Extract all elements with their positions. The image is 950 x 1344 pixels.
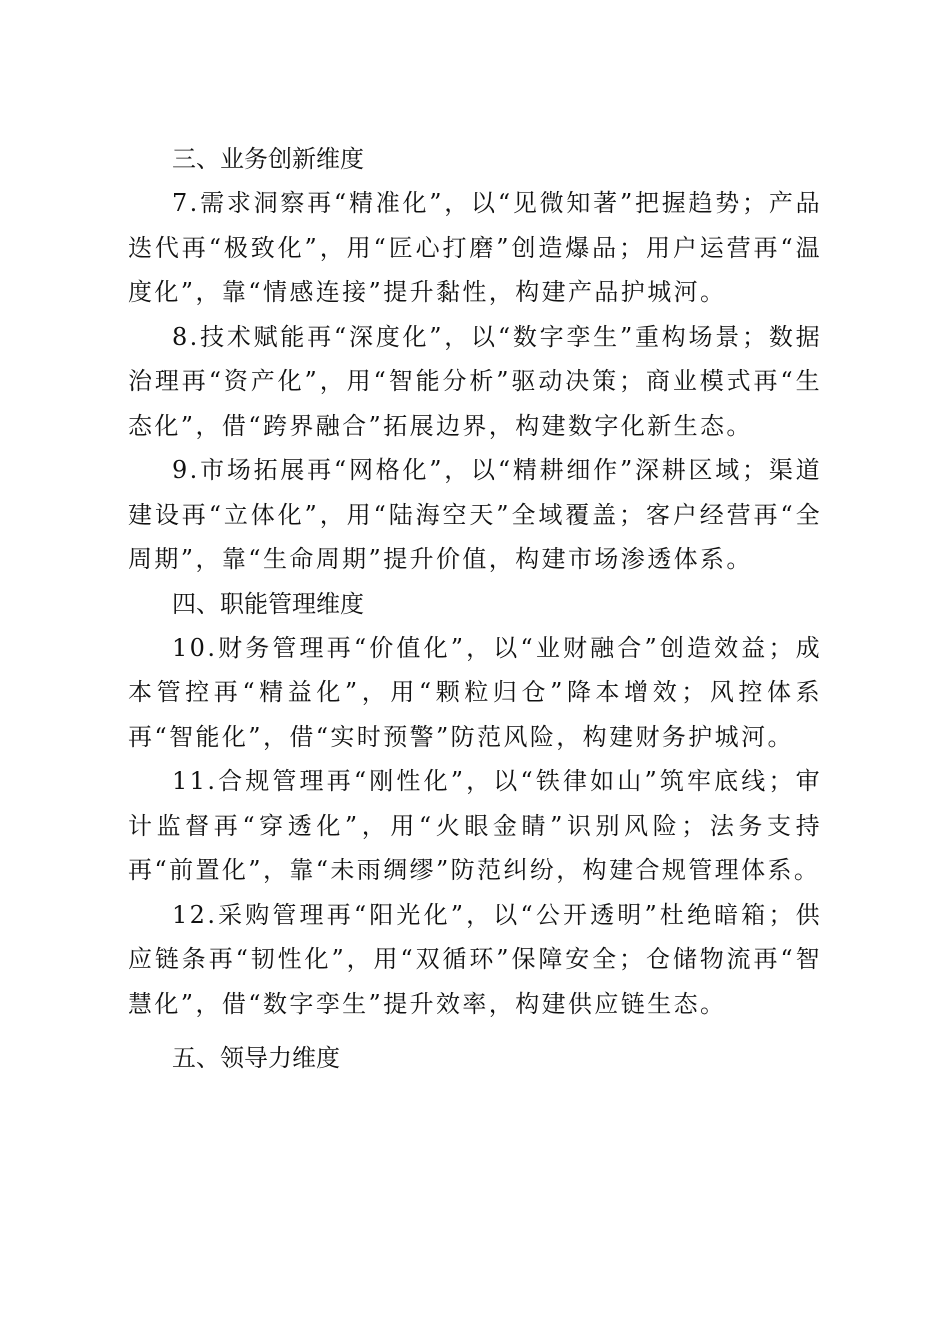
paragraph: 7.需求洞察再“精准化”，以“见微知著”把握趋势；产品迭代再“极致化”，用“匠心打磨”创造爆品；用户运营再“温度化”，靠“情感连接”提升黏性，构建产品护城河。: [128, 189, 822, 306]
paragraph: 12.采购管理再“阳光化”，以“公开透明”杜绝暗箱；供应链条再“韧性化”，用“双循环”保障安全；仓储物流再“智慧化”，借“数字孪生”提升效率，构建供应链生态。: [128, 900, 822, 1018]
paragraph: 10.财务管理再“价值化”，以“业财融合”创造效益；成本管控再“精益化”，用“颗粒归仓”降本增效；风控体系再“智能化”，借“实时预警”防范风险，构建财务护城河。: [128, 633, 822, 751]
paragraph: 11.合规管理再“刚性化”，以“铁律如山”筑牢底线；审计监督再“穿透化”，用“火眼金睛”识别风险；法务支持再“前置化”，靠“未雨绸缪”防范纠纷，构建合规管理体系。: [128, 767, 822, 884]
section-heading: 三、业务创新维度: [172, 145, 364, 173]
document-body: [128, 137, 822, 1080]
paragraph: 8.技术赋能再“深度化”，以“数字孪生”重构场景；数据治理再“资产化”，用“智能分析”驱动决策；商业模式再“生态化”，借“跨界融合”拓展边界，构建数字化新生态。: [128, 322, 822, 440]
section-heading: 四、职能管理维度: [172, 589, 364, 618]
paragraph: 9.市场拓展再“网格化”，以“精耕细作”深耕区域；渠道建设再“立体化”，用“陆海空天”全域覆盖；客户经营再“全周期”，靠“生命周期”提升价值，构建市场渗透体系。: [128, 456, 822, 573]
section-heading: 五、领导力维度: [172, 1044, 340, 1072]
